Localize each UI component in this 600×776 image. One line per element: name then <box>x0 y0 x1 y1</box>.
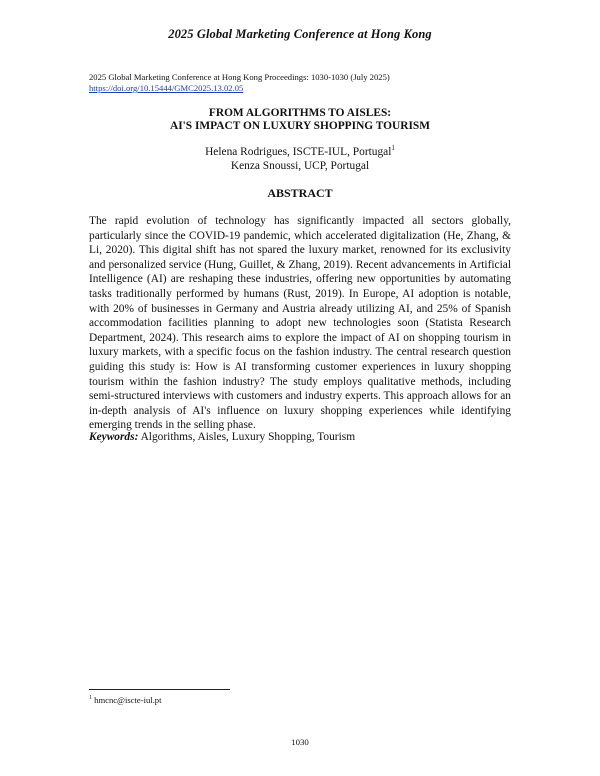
proceedings-line: 2025 Global Marketing Conference at Hong Kong Proceedings: 1030-1030 (July 2025) <box>89 72 390 82</box>
doi-link[interactable]: https://doi.org/10.15444/GMC2025.13.02.05 <box>89 83 244 93</box>
abstract-body: The rapid evolution of technology has significantly impacted all sectors globally, particularly since the COVID-19 pandemic, which accelerated digitalization (He, Zhang, & Li, 2020). This digital shift has not spared the luxury market, renowned for its exclusivity and personalized service (Hung, Guillet, & Zhang, 2019). Recent advancements in Artificial Intelligence (AI) are reshaping these industries, offering new opportunities by automating tasks traditionally performed by humans (Rust, 2019). In Europe, AI adoption is notable, with 20% of businesses in Germany and Austria already utilizing AI, and 25% of Spanish accommodation facilities planning to adopt new technologies soon (Statista Research Department, 2024). This research aims to explore the impact of AI on shopping tourism in luxury markets, with a specific focus on the fashion industry. The central research question guiding this study is: How is AI transforming customer experiences in luxury shopping tourism within the fashion industry? The study employs qualitative methods, including semi-structured interviews with customers and industry experts. This approach allows for an in-depth analysis of AI's influence on luxury shopping experiences while identifying emerging trends in the selling phase. <box>89 215 511 432</box>
footnote-email: hmcnc@iscte-iul.pt <box>92 695 162 705</box>
author-1-footnote-mark[interactable]: 1 <box>391 144 395 153</box>
footnote <box>89 695 161 706</box>
paper-title-line-2: AI'S IMPACT ON LUXURY SHOPPING TOURISM <box>169 120 431 132</box>
running-head: 2025 Global Marketing Conference at Hong Kong <box>168 27 432 41</box>
keywords-label: Keywords: <box>89 431 139 443</box>
author-2 <box>0 159 600 173</box>
page-number: 1030 <box>291 737 309 747</box>
keywords-list: Algorithms, Aisles, Luxury Shopping, Tourism <box>138 431 356 443</box>
paper-title-line-1: FROM ALGORITHMS TO AISLES: <box>208 107 392 119</box>
abstract-heading: ABSTRACT <box>267 186 333 200</box>
footnote-divider <box>89 689 230 690</box>
footnote-mark: 1 <box>89 695 92 702</box>
author-1-affiliation: Helena Rodrigues, ISCTE-IUL, Portugal <box>205 146 392 158</box>
author-2-affiliation: Kenza Snoussi, UCP, Portugal <box>230 160 370 172</box>
keywords <box>89 430 511 444</box>
author-1 <box>0 145 600 159</box>
